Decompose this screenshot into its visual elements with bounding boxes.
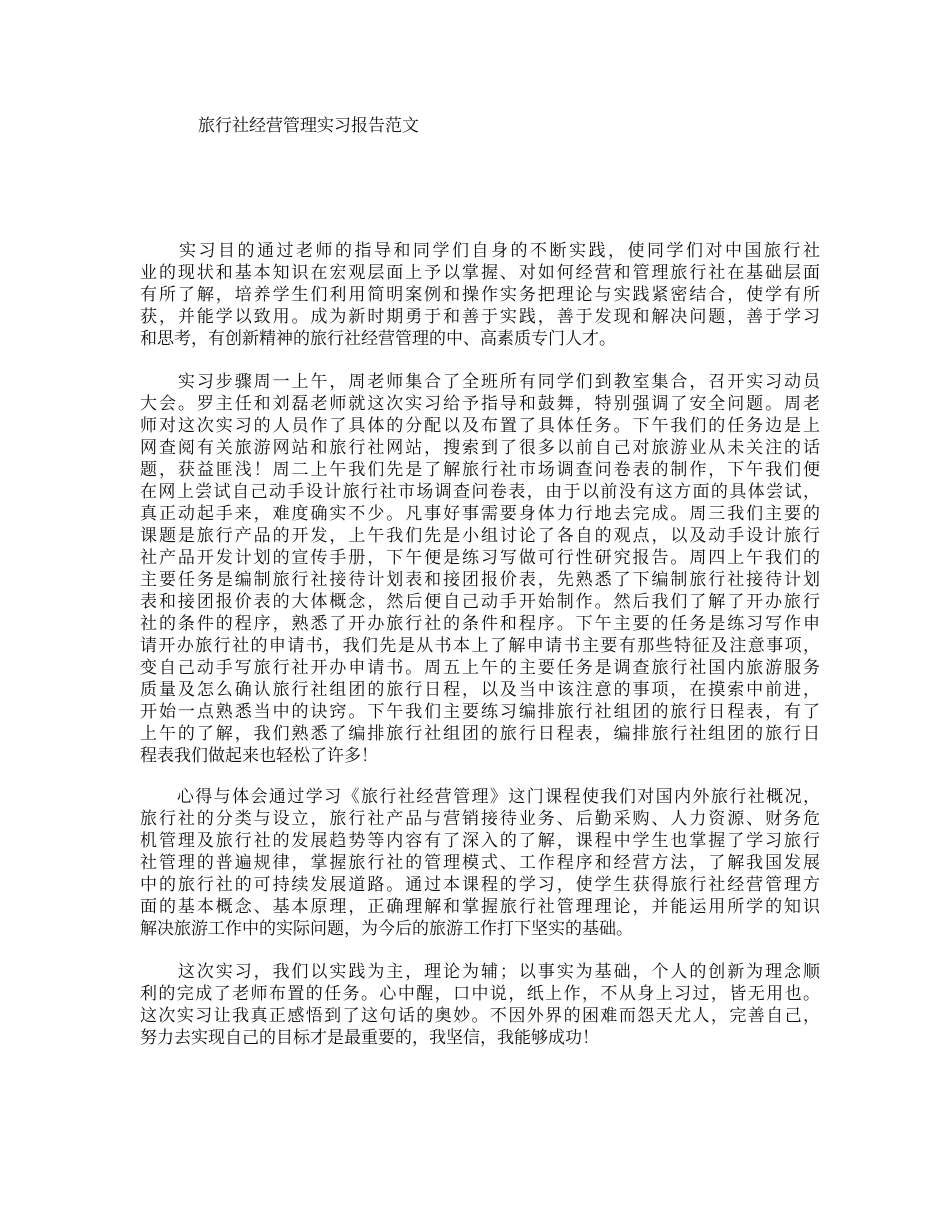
- paragraph-line: 社的条件的程序，熟悉了开办旅行社的条件和程序。下午主要的任务是练习写作申: [140, 614, 820, 634]
- paragraph-line: 面的基本概念、基本原理，正确理解和掌握旅行社管理理论，并能运用所学的知识: [140, 897, 820, 917]
- paragraph-line: 心得与体会通过学习《旅行社经营管理》这门课程使我们对国内外旅行社概况，: [140, 787, 820, 807]
- paragraph-line: 网查阅有关旅游网站和旅行社网站，搜索到了很多以前自己对旅游业从未关注的话: [140, 438, 820, 458]
- paragraph-line: 旅行社的分类与设立，旅行社产品与营销接待业务、后勤采购、人力资源、财务危: [140, 809, 820, 829]
- paragraph-line: 程表我们做起来也轻松了许多！: [140, 746, 378, 766]
- paragraph-line: 表和接团报价表的大体概念，然后便自己动手开始制作。然后我们了解了开办旅行: [140, 592, 820, 612]
- paragraph-line: 真正动起手来，难度确实不少。凡事好事需要身体力行地去完成。周三我们主要的: [140, 504, 820, 524]
- paragraph-line: 解决旅游工作中的实际问题，为今后的旅游工作打下坚实的基础。: [140, 919, 633, 939]
- paragraph-line: 上午的了解，我们熟悉了编排旅行社组团的旅行日程表，编排旅行社组团的旅行日: [140, 724, 820, 744]
- paragraph-line: 主要任务是编制旅行社接待计划表和接团报价表，先熟悉了下编制旅行社接待计划: [140, 570, 820, 590]
- paragraph-line: 实习目的通过老师的指导和同学们自身的不断实践，使同学们对中国旅行社: [140, 241, 820, 261]
- paragraph-line: 利的完成了老师布置的任务。心中醒，口中说，纸上作，不从身上习过，皆无用也。: [140, 984, 820, 1004]
- paragraph-line: 社产品开发计划的宣传手册，下午便是练习写做可行性研究报告。周四上午我们的: [140, 548, 820, 568]
- paragraph-line: 在网上尝试自己动手设计旅行社市场调查问卷表，由于以前没有这方面的具体尝试，: [140, 482, 820, 502]
- paragraph-line: 开始一点熟悉当中的诀窍。下午我们主要练习编排旅行社组团的旅行日程表，有了: [140, 702, 820, 722]
- paragraph-line: 获，并能学以致用。成为新时期勇于和善于实践，善于发现和解决问题，善于学习: [140, 307, 820, 327]
- paragraph-line: 师对这次实习的人员作了具体的分配以及布置了具体任务。下午我们的任务边是上: [140, 416, 820, 436]
- paragraph-line: 业的现状和基本知识在宏观层面上予以掌握、对如何经营和管理旅行社在基础层面: [140, 263, 820, 283]
- paragraph-line: 这次实习让我真正感悟到了这句话的奥妙。不因外界的困难而怨天尤人，完善自己，: [140, 1006, 820, 1026]
- paragraph-line: 努力去实现自己的目标才是最重要的，我坚信，我能够成功！: [140, 1028, 599, 1048]
- paragraph-line: 大会。罗主任和刘磊老师就这次实习给予指导和鼓舞，特别强调了安全问题。周老: [140, 394, 820, 414]
- paragraph-line: 课题是旅行产品的开发，上午我们先是小组讨论了各自的观点，以及动手设计旅行: [140, 526, 820, 546]
- paragraph-line: 实习步骤周一上午，周老师集合了全班所有同学们到教室集合，召开实习动员: [140, 372, 820, 392]
- paragraph-line: 有所了解，培养学生们利用简明案例和操作实务把理论与实践紧密结合，使学有所: [140, 285, 820, 305]
- paragraph-line: 这次实习，我们以实践为主，理论为辅；以事实为基础，个人的创新为理念顺: [140, 962, 820, 982]
- paragraph-line: 请开办旅行社的申请书，我们先是从书本上了解申请书主要有那些特征及注意事项，: [140, 636, 820, 656]
- paragraph-line: 中的旅行社的可持续发展道路。通过本课程的学习，使学生获得旅行社经营管理方: [140, 875, 820, 895]
- document-title: 旅行社经营管理实习报告范文: [198, 116, 419, 136]
- paragraph-line: 和思考，有创新精神的旅行社经营管理的中、高素质专门人才。: [140, 329, 616, 349]
- paragraph-line: 质量及怎么确认旅行社组团的旅行日程，以及当中该注意的事项，在摸索中前进，: [140, 680, 820, 700]
- paragraph-line: 社管理的普遍规律，掌握旅行社的管理模式、工作程序和经营方法，了解我国发展: [140, 853, 820, 873]
- paragraph-line: 变自己动手写旅行社开办申请书。周五上午的主要任务是调查旅行社国内旅游服务: [140, 658, 820, 678]
- paragraph-line: 机管理及旅行社的发展趋势等内容有了深入的了解，课程中学生也掌握了学习旅行: [140, 831, 820, 851]
- paragraph-line: 题，获益匪浅！周二上午我们先是了解旅行社市场调查问卷表的制作，下午我们便: [140, 460, 820, 480]
